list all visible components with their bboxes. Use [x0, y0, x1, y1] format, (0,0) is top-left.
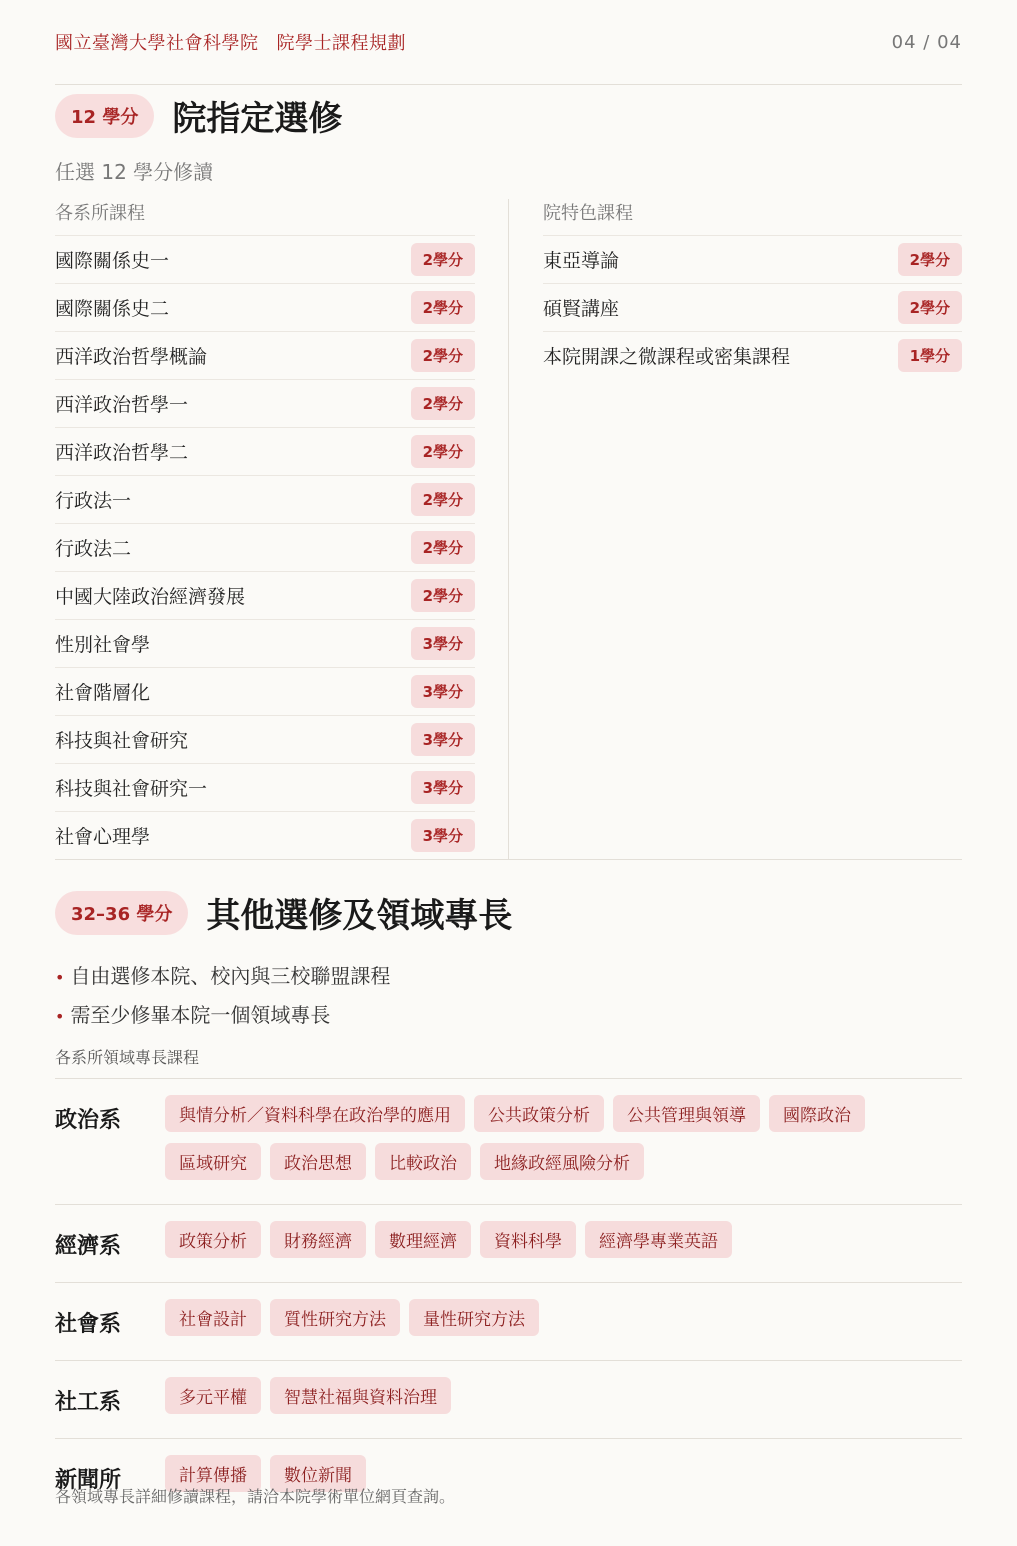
dept-name: 社會系 — [55, 1311, 122, 1337]
credit-badge: 3學分 — [411, 819, 475, 852]
dept-name: 社工系 — [55, 1389, 122, 1415]
dept-courses-heading: 各系所課程 — [55, 199, 475, 236]
specialty-tag: 計算傳播 — [165, 1455, 261, 1492]
course-name: 科技與社會研究 — [55, 730, 189, 752]
specialty-tag: 質性研究方法 — [270, 1299, 400, 1336]
bullet-item — [55, 957, 962, 996]
specialty-tag: 國際政治 — [769, 1095, 865, 1132]
course-row — [55, 380, 475, 428]
credit-badge: 2學分 — [411, 387, 475, 420]
course-name: 東亞導論 — [543, 250, 620, 272]
credit-badge: 2學分 — [411, 339, 475, 372]
specialty-tag: 財務經濟 — [270, 1221, 366, 1258]
dept-name: 政治系 — [55, 1107, 122, 1133]
specialty-tag: 公共政策分析 — [474, 1095, 604, 1132]
page-indicator: 04 / 04 — [891, 31, 962, 53]
college-courses-heading: 院特色課程 — [543, 199, 962, 236]
course-row — [543, 236, 962, 284]
dept-specialty-heading: 各系所領域專長課程 — [55, 1045, 962, 1079]
course-row — [55, 236, 475, 284]
dept-row — [55, 1079, 962, 1205]
course-row — [55, 476, 475, 524]
credit-badge: 2學分 — [898, 243, 962, 276]
section1-title-row — [55, 91, 962, 140]
course-row — [55, 284, 475, 332]
section1-columns — [55, 199, 962, 860]
specialty-tag: 數位新聞 — [270, 1455, 366, 1492]
footnote: 各領域專長詳細修讀課程，請洽本院學術單位網頁查詢。 — [55, 1487, 456, 1506]
bullet-text: 自由選修本院、校內與三校聯盟課程 — [70, 964, 391, 988]
specialty-tag: 量性研究方法 — [409, 1299, 539, 1336]
credit-badge: 3學分 — [411, 723, 475, 756]
credit-badge: 3學分 — [411, 675, 475, 708]
specialty-tag: 政策分析 — [165, 1221, 261, 1258]
course-row — [55, 716, 475, 764]
dept-row — [55, 1361, 962, 1439]
specialty-tag: 與情分析／資料科學在政治學的應用 — [165, 1095, 465, 1132]
specialty-tags — [165, 1095, 962, 1191]
course-row — [55, 620, 475, 668]
dept-row — [55, 1283, 962, 1361]
doc-title: 院學士課程規劃 — [276, 33, 406, 54]
course-name: 科技與社會研究一 — [55, 778, 208, 800]
credit-badge: 2學分 — [411, 531, 475, 564]
credit-badge: 3學分 — [411, 627, 475, 660]
section1-credit-badge: 12 學分 — [55, 94, 154, 138]
specialty-tag: 智慧社福與資料治理 — [270, 1377, 451, 1414]
bullet-dot-icon: • — [55, 1007, 65, 1026]
section2-title-row — [55, 888, 962, 937]
course-row — [55, 428, 475, 476]
specialty-tag: 資料科學 — [480, 1221, 576, 1258]
course-name: 性別社會學 — [55, 634, 151, 656]
course-name: 西洋政治哲學二 — [55, 442, 189, 464]
specialty-tag: 經濟學專業英語 — [585, 1221, 732, 1258]
section2-bullets — [55, 957, 962, 1035]
school-name: 國立臺灣大學社會科學院 — [55, 33, 259, 54]
header-brand — [55, 29, 406, 55]
credit-badge: 3學分 — [411, 771, 475, 804]
specialty-tag: 社會設計 — [165, 1299, 261, 1336]
course-name: 西洋政治哲學一 — [55, 394, 189, 416]
college-courses-list — [543, 236, 962, 379]
specialty-tag: 數理經濟 — [375, 1221, 471, 1258]
course-row — [55, 812, 475, 859]
dept-courses-column — [55, 199, 509, 859]
course-name: 碩賢講座 — [543, 298, 620, 320]
specialty-tag: 地緣政經風險分析 — [480, 1143, 644, 1180]
credit-badge: 2學分 — [411, 579, 475, 612]
credit-badge: 2學分 — [411, 483, 475, 516]
page-header — [55, 0, 962, 85]
dept-courses-list — [55, 236, 475, 859]
specialty-tag: 區域研究 — [165, 1143, 261, 1180]
dept-name: 新聞所 — [55, 1467, 122, 1493]
specialty-tag: 政治思想 — [270, 1143, 366, 1180]
bullet-dot-icon: • — [55, 968, 65, 987]
specialty-tags — [165, 1299, 962, 1347]
dept-name: 經濟系 — [55, 1233, 122, 1259]
bullet-item — [55, 996, 962, 1035]
course-name: 社會階層化 — [55, 682, 151, 704]
specialty-tag: 公共管理與領導 — [613, 1095, 760, 1132]
section2 — [55, 888, 962, 1516]
credit-badge: 2學分 — [898, 291, 962, 324]
course-row — [55, 572, 475, 620]
dept-specialty-list — [55, 1079, 962, 1516]
dept-row — [55, 1205, 962, 1283]
credit-badge: 2學分 — [411, 435, 475, 468]
course-row — [55, 764, 475, 812]
course-name: 西洋政治哲學概論 — [55, 346, 208, 368]
course-row — [55, 332, 475, 380]
course-name: 行政法一 — [55, 490, 132, 512]
course-name: 本院開課之微課程或密集課程 — [543, 346, 791, 368]
section2-title: 其他選修及領域專長 — [206, 896, 513, 936]
course-name: 中國大陸政治經濟發展 — [55, 586, 246, 608]
course-name: 國際關係史二 — [55, 298, 170, 320]
college-courses-column — [509, 199, 962, 859]
course-name: 社會心理學 — [55, 826, 151, 848]
credit-badge: 1學分 — [898, 339, 962, 372]
bullet-text: 需至少修畢本院一個領域專長 — [70, 1003, 331, 1027]
specialty-tags — [165, 1377, 962, 1425]
specialty-tags — [165, 1221, 962, 1269]
course-name: 國際關係史一 — [55, 250, 170, 272]
specialty-tag: 比較政治 — [375, 1143, 471, 1180]
section1-title: 院指定選修 — [172, 99, 343, 139]
course-row — [55, 524, 475, 572]
specialty-tag: 多元平權 — [165, 1377, 261, 1414]
credit-badge: 2學分 — [411, 291, 475, 324]
course-row — [543, 284, 962, 332]
course-row — [55, 668, 475, 716]
section2-credit-badge: 32–36 學分 — [55, 891, 188, 935]
credit-badge: 2學分 — [411, 243, 475, 276]
section1-subtitle: 任選 12 學分修讀 — [55, 160, 214, 184]
course-row — [543, 332, 962, 379]
course-name: 行政法二 — [55, 538, 132, 560]
